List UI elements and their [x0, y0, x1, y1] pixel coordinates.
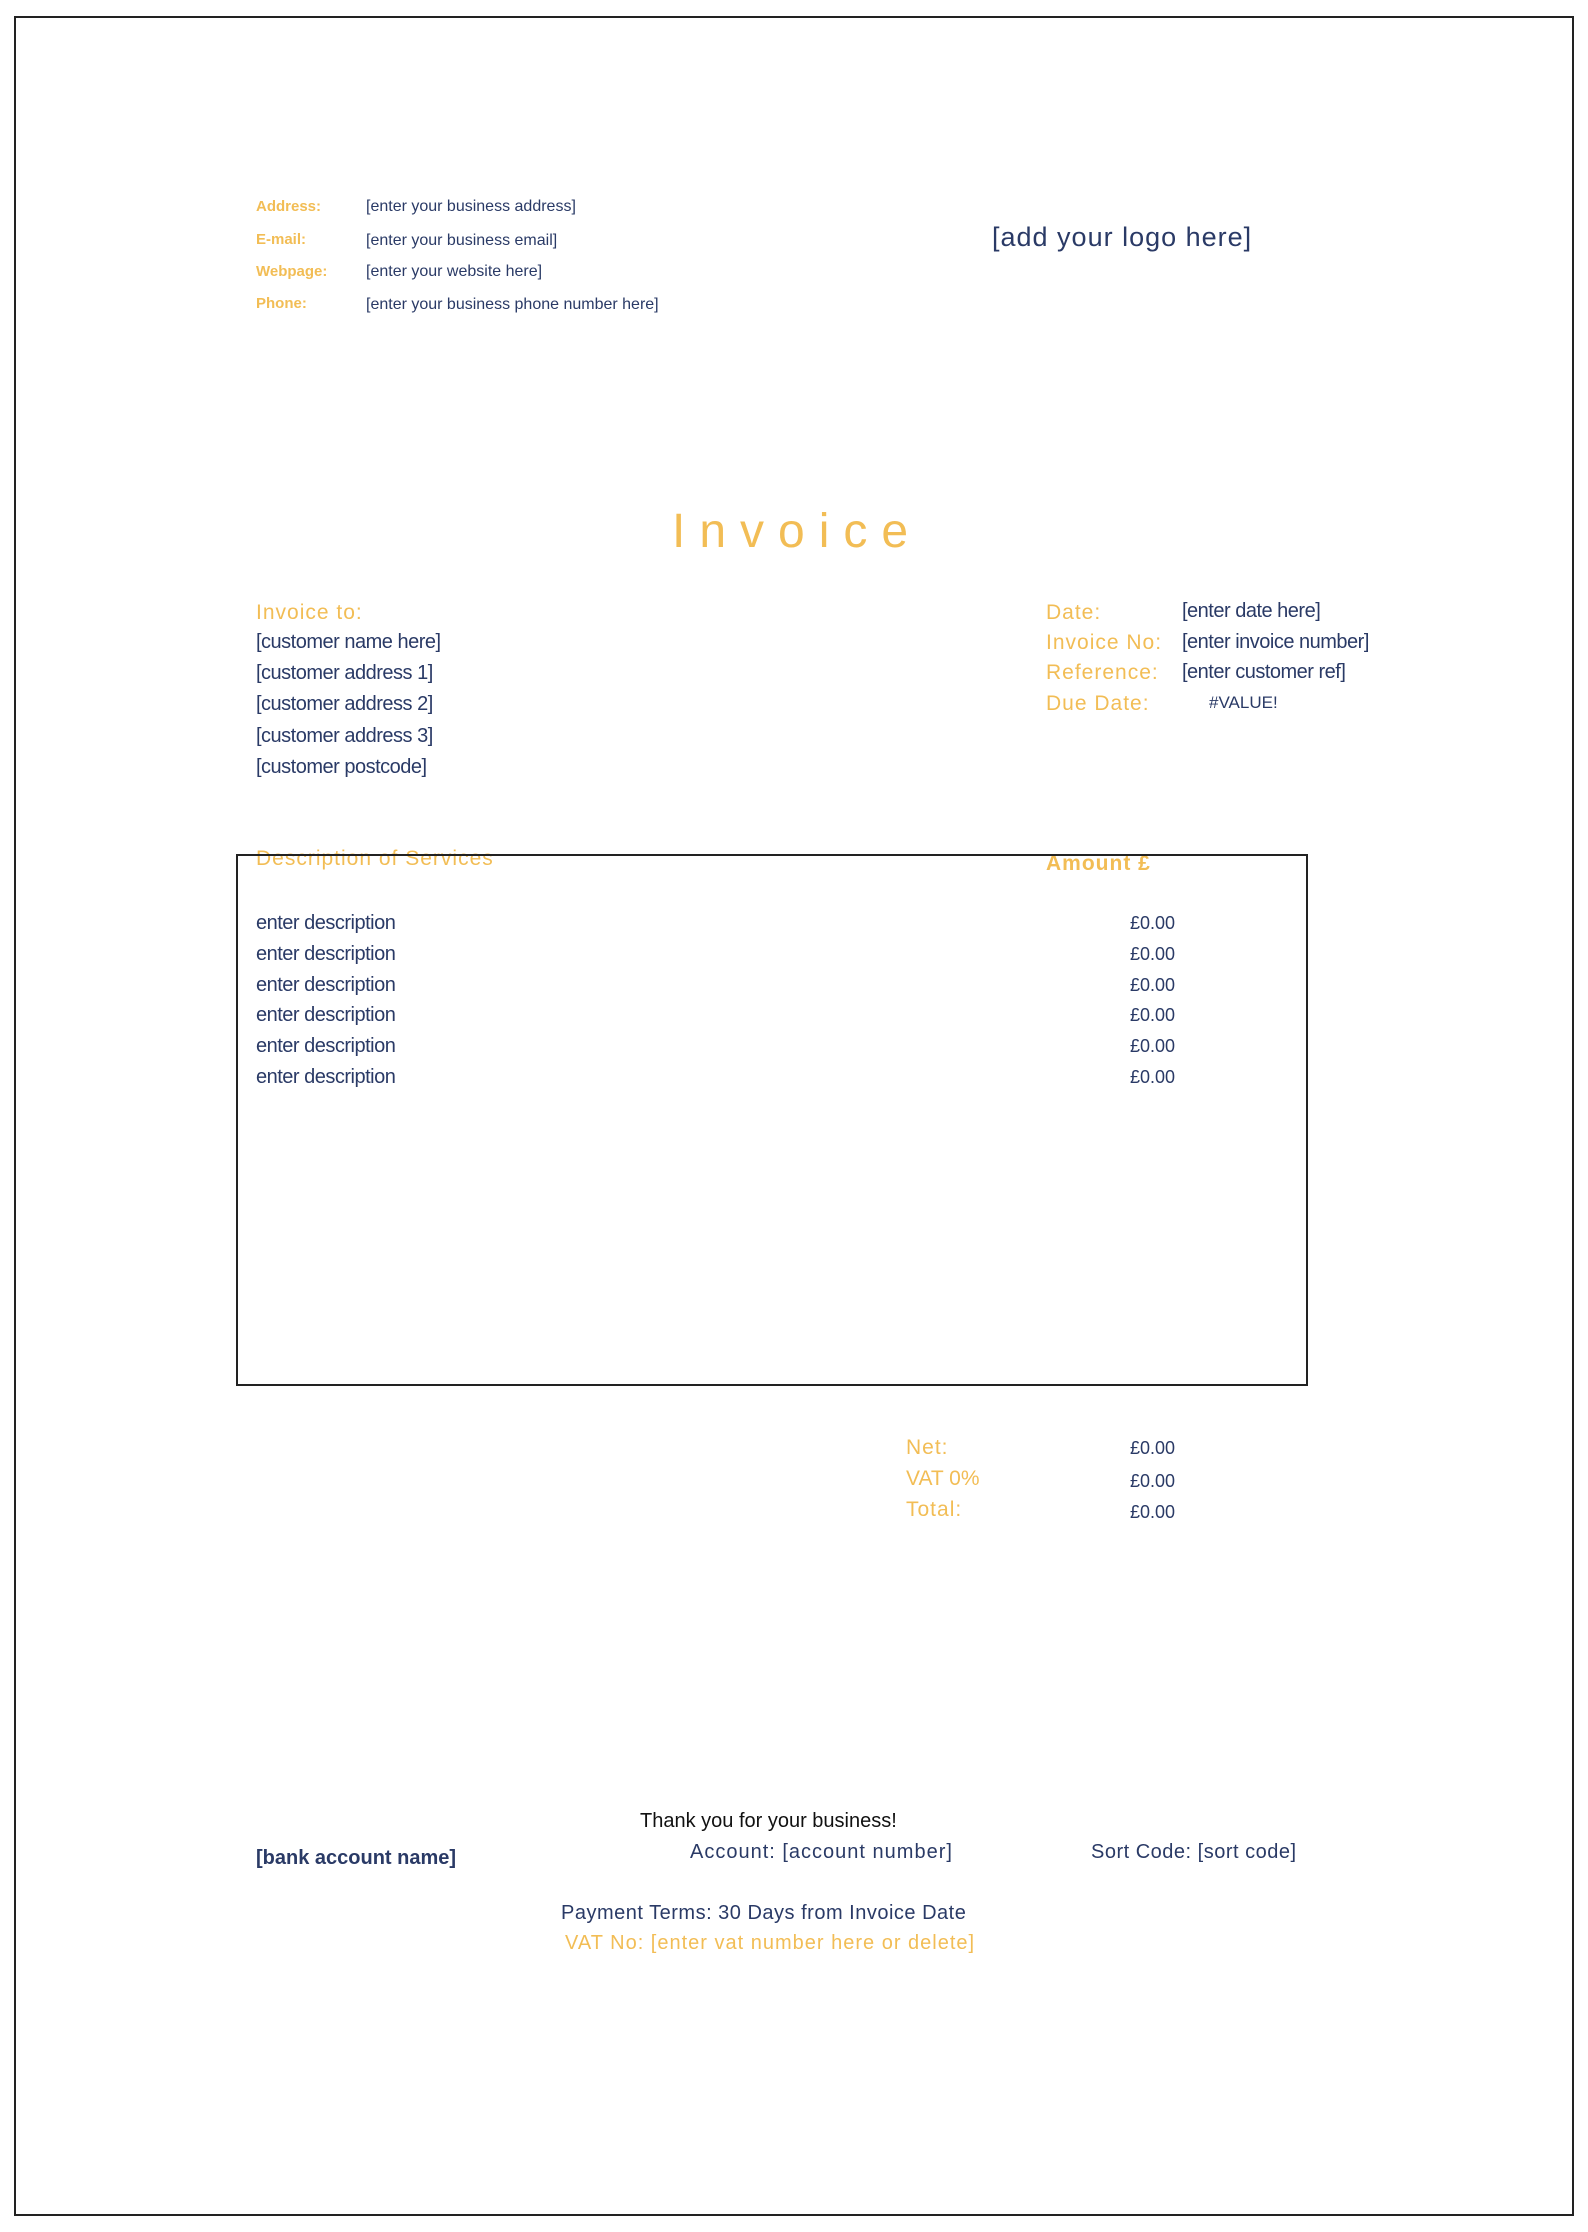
item-amount: £0.00 — [1129, 1036, 1175, 1056]
business-address: [enter your business address] — [366, 198, 576, 215]
item-amount: £0.00 — [1129, 975, 1175, 995]
total-amount: £0.00 — [1129, 1502, 1175, 1522]
phone-label: Phone: — [256, 295, 307, 312]
item-description: enter description — [256, 1004, 396, 1026]
net-amount: £0.00 — [1129, 1438, 1175, 1458]
item-description: enter description — [256, 1066, 396, 1088]
business-email: [enter your business email] — [366, 232, 558, 249]
item-description: enter description — [256, 912, 396, 934]
total-label: Total: — [906, 1498, 963, 1521]
customer-address-3: [customer address 3] — [256, 725, 433, 747]
email-label: E-mail: — [256, 231, 307, 248]
address-label: Address: — [256, 198, 322, 215]
payment-terms: Payment Terms: 30 Days from Invoice Date — [561, 1902, 967, 1924]
invoice-no-label: Invoice No: — [1046, 631, 1163, 654]
logo-placeholder: [add your logo here] — [992, 222, 1253, 252]
sort-code: Sort Code: [sort code] — [1091, 1841, 1297, 1863]
item-amount: £0.00 — [1129, 1005, 1175, 1025]
item-description: enter description — [256, 1035, 396, 1057]
account-number: Account: [account number] — [690, 1841, 953, 1863]
customer-reference: [enter customer ref] — [1182, 661, 1346, 683]
invoice-number: [enter invoice number] — [1182, 631, 1369, 653]
thank-you-note: Thank you for your business! — [640, 1810, 897, 1832]
item-amount: £0.00 — [1129, 1067, 1175, 1087]
amount-header: Amount £ — [1046, 852, 1151, 875]
due-date: #VALUE! — [1209, 693, 1278, 712]
customer-name: [customer name here] — [256, 631, 441, 653]
vat-label: VAT 0% — [906, 1467, 980, 1490]
date-label: Date: — [1046, 601, 1102, 624]
business-webpage: [enter your website here] — [366, 263, 543, 280]
item-amount: £0.00 — [1129, 944, 1175, 964]
net-label: Net: — [906, 1436, 949, 1459]
item-description: enter description — [256, 974, 396, 996]
invoice-to-label: Invoice to: — [256, 601, 363, 624]
customer-address-1: [customer address 1] — [256, 662, 433, 684]
invoice-date: [enter date here] — [1182, 600, 1321, 622]
customer-postcode: [customer postcode] — [256, 756, 427, 778]
business-phone: [enter your business phone number here] — [366, 296, 659, 313]
vat-amount: £0.00 — [1129, 1471, 1175, 1491]
reference-label: Reference: — [1046, 661, 1159, 684]
due-date-label: Due Date: — [1046, 692, 1150, 715]
bank-account-name: [bank account name] — [256, 1847, 457, 1869]
item-description: enter description — [256, 943, 396, 965]
customer-address-2: [customer address 2] — [256, 693, 433, 715]
vat-number: VAT No: [enter vat number here or delete] — [565, 1932, 976, 1954]
webpage-label: Webpage: — [256, 263, 328, 280]
description-header: Description of Services — [256, 847, 494, 870]
invoice-title: Invoice — [672, 505, 923, 558]
item-amount: £0.00 — [1129, 913, 1175, 933]
